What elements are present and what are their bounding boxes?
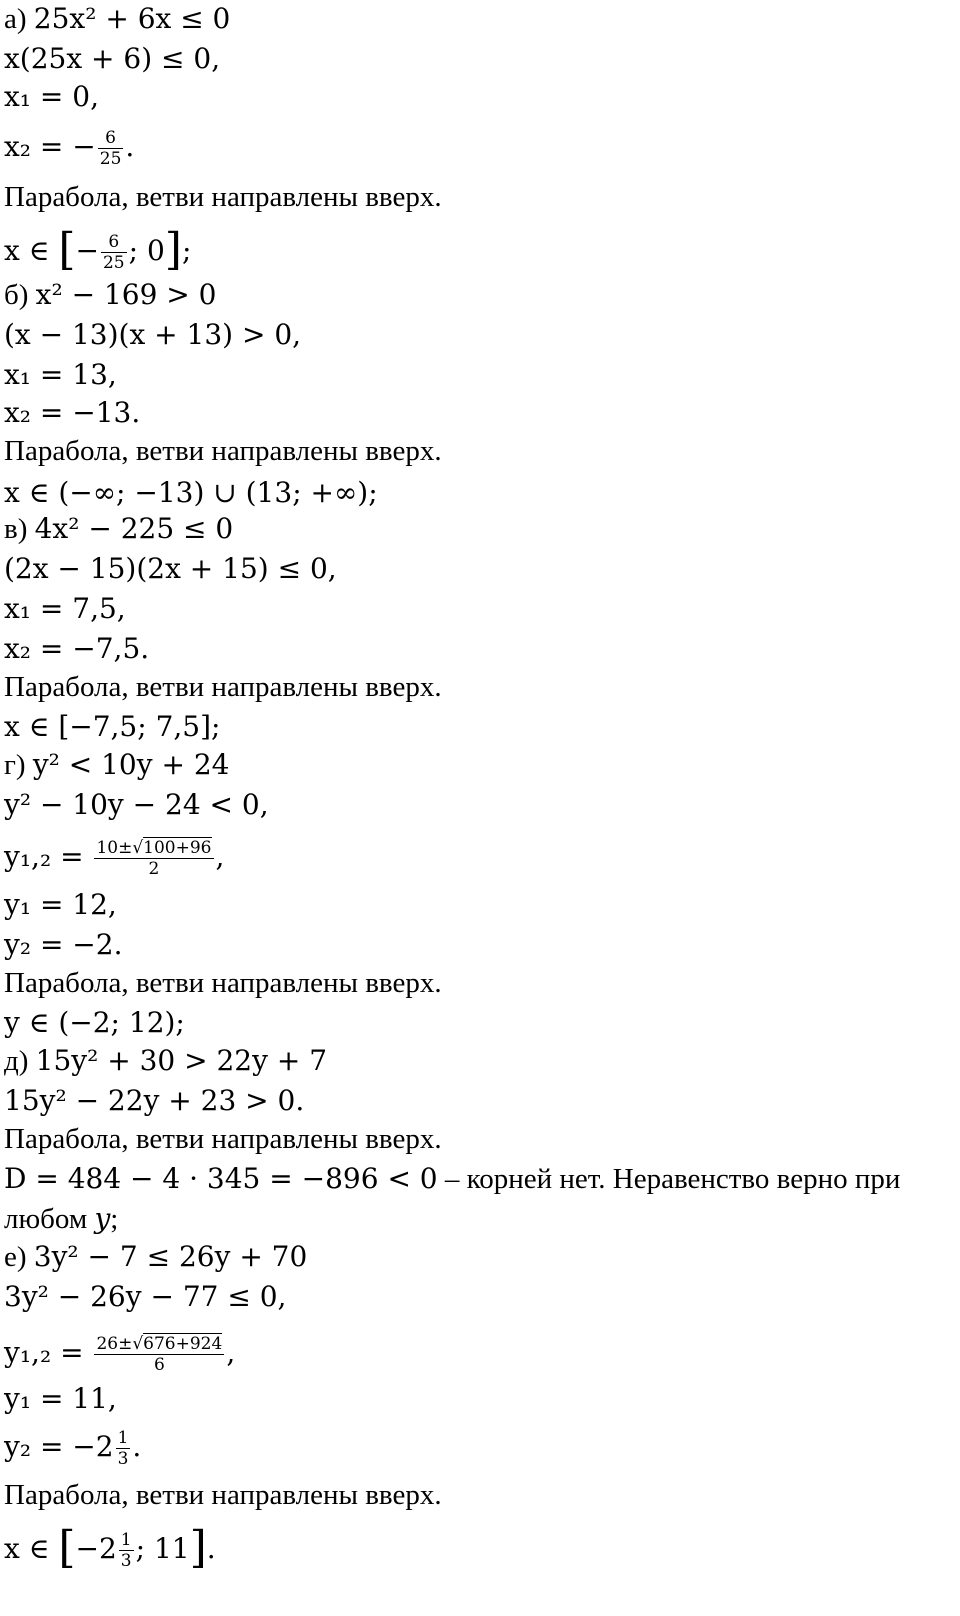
part-b-line-1: (x − 13)(x + 13) > 0,	[4, 318, 302, 351]
problem-expression: 25x² + 6x ≤ 0	[33, 2, 231, 35]
radicand: 676+924	[143, 1334, 223, 1354]
part-c-text: Парабола, ветви направлены вверх.	[4, 671, 442, 703]
part-f-problem	[4, 1240, 307, 1274]
fraction: $\frac{10\pm√100+96}{2}$	[96, 838, 212, 879]
part-c-line-3: x₂ = −7,5.	[4, 632, 150, 665]
problem-expression: x² − 169 > 0	[35, 278, 217, 311]
part-b-problem	[4, 278, 216, 312]
part-d-answer: y ∈ (−2; 12);	[4, 1006, 185, 1039]
part-c-problem	[4, 512, 233, 546]
fraction: $\frac{26\pm√676+924}{6}$	[96, 1334, 223, 1375]
part-e-problem	[4, 1044, 327, 1078]
part-label: е)	[4, 1241, 27, 1273]
part-label: а)	[4, 3, 27, 35]
part-f-answer: x ∈ [−2 $\frac{1}{3}$ ; 11].	[4, 1522, 216, 1573]
part-b-answer: x ∈ (−∞; −13) ∪ (13; +∞);	[4, 476, 378, 509]
part-label: г)	[4, 749, 26, 781]
part-label: б)	[4, 279, 29, 311]
problem-expression: 4x² − 225 ≤ 0	[34, 512, 234, 545]
part-d-line-3: y₁ = 12,	[4, 888, 117, 921]
fraction: $\frac{6}{25}$	[99, 128, 122, 169]
part-d-problem	[4, 748, 229, 782]
part-f-line-4: y₂ = −2 $\frac{1}{3}$ .	[4, 1428, 142, 1469]
part-f-line-1: 3y² − 26y − 77 ≤ 0,	[4, 1280, 287, 1313]
problem-expression: 15y² + 30 > 22y + 7	[35, 1044, 328, 1077]
part-e-text: Парабола, ветви направлены вверх.	[4, 1123, 442, 1155]
part-d-text: Парабола, ветви направлены вверх.	[4, 967, 442, 999]
part-a-line-1: x(25x + 6) ≤ 0,	[4, 42, 221, 75]
fraction: $\frac{6}{25}$	[102, 232, 125, 273]
part-e-line-1: 15y² − 22y + 23 > 0.	[4, 1084, 305, 1117]
fraction: $\frac{1}{3}$	[117, 1428, 129, 1469]
part-a-text: Парабола, ветви направлены вверх.	[4, 181, 442, 213]
fraction: $\frac{1}{3}$	[120, 1530, 132, 1571]
part-f-line-3: y₁ = 11,	[4, 1382, 117, 1415]
part-c-line-1: (2x − 15)(2x + 15) ≤ 0,	[4, 552, 337, 585]
problem-expression: 3y² − 7 ≤ 26y + 70	[33, 1240, 308, 1273]
part-e-discriminant: D = 484 − 4 · 345 = −896 < 0 – корней нет. Неравенство верно при	[4, 1162, 901, 1195]
part-a-problem	[4, 2, 230, 36]
part-a-answer: x ∈ [− $\frac{6}{25}$ ; 0];	[4, 224, 192, 275]
part-a-line-3: x₂ = − $\frac{6}{25}$ .	[4, 128, 135, 169]
part-label: д)	[4, 1045, 29, 1077]
part-b-line-2: x₁ = 13,	[4, 358, 117, 391]
part-label: в)	[4, 513, 28, 545]
part-d-line-1: y² − 10y − 24 < 0,	[4, 788, 269, 821]
part-c-line-2: x₁ = 7,5,	[4, 592, 126, 625]
problem-expression: y² < 10y + 24	[32, 748, 230, 781]
part-f-line-2: y₁,₂ = $\frac{26\pm√676+924}{6}$ ,	[4, 1334, 236, 1375]
part-d-line-4: y₂ = −2.	[4, 928, 123, 961]
part-d-line-2: y₁,₂ = $\frac{10\pm√100+96}{2}$ ,	[4, 838, 225, 879]
part-c-answer: x ∈ [−7,5; 7,5];	[4, 710, 221, 743]
part-f-text: Парабола, ветви направлены вверх.	[4, 1479, 442, 1511]
part-e-conclusion: любом y;	[4, 1202, 119, 1235]
radicand: 100+96	[143, 838, 212, 858]
part-a-line-2: x₁ = 0,	[4, 80, 99, 113]
part-b-line-3: x₂ = −13.	[4, 396, 141, 429]
part-b-text: Парабола, ветви направлены вверх.	[4, 435, 442, 467]
